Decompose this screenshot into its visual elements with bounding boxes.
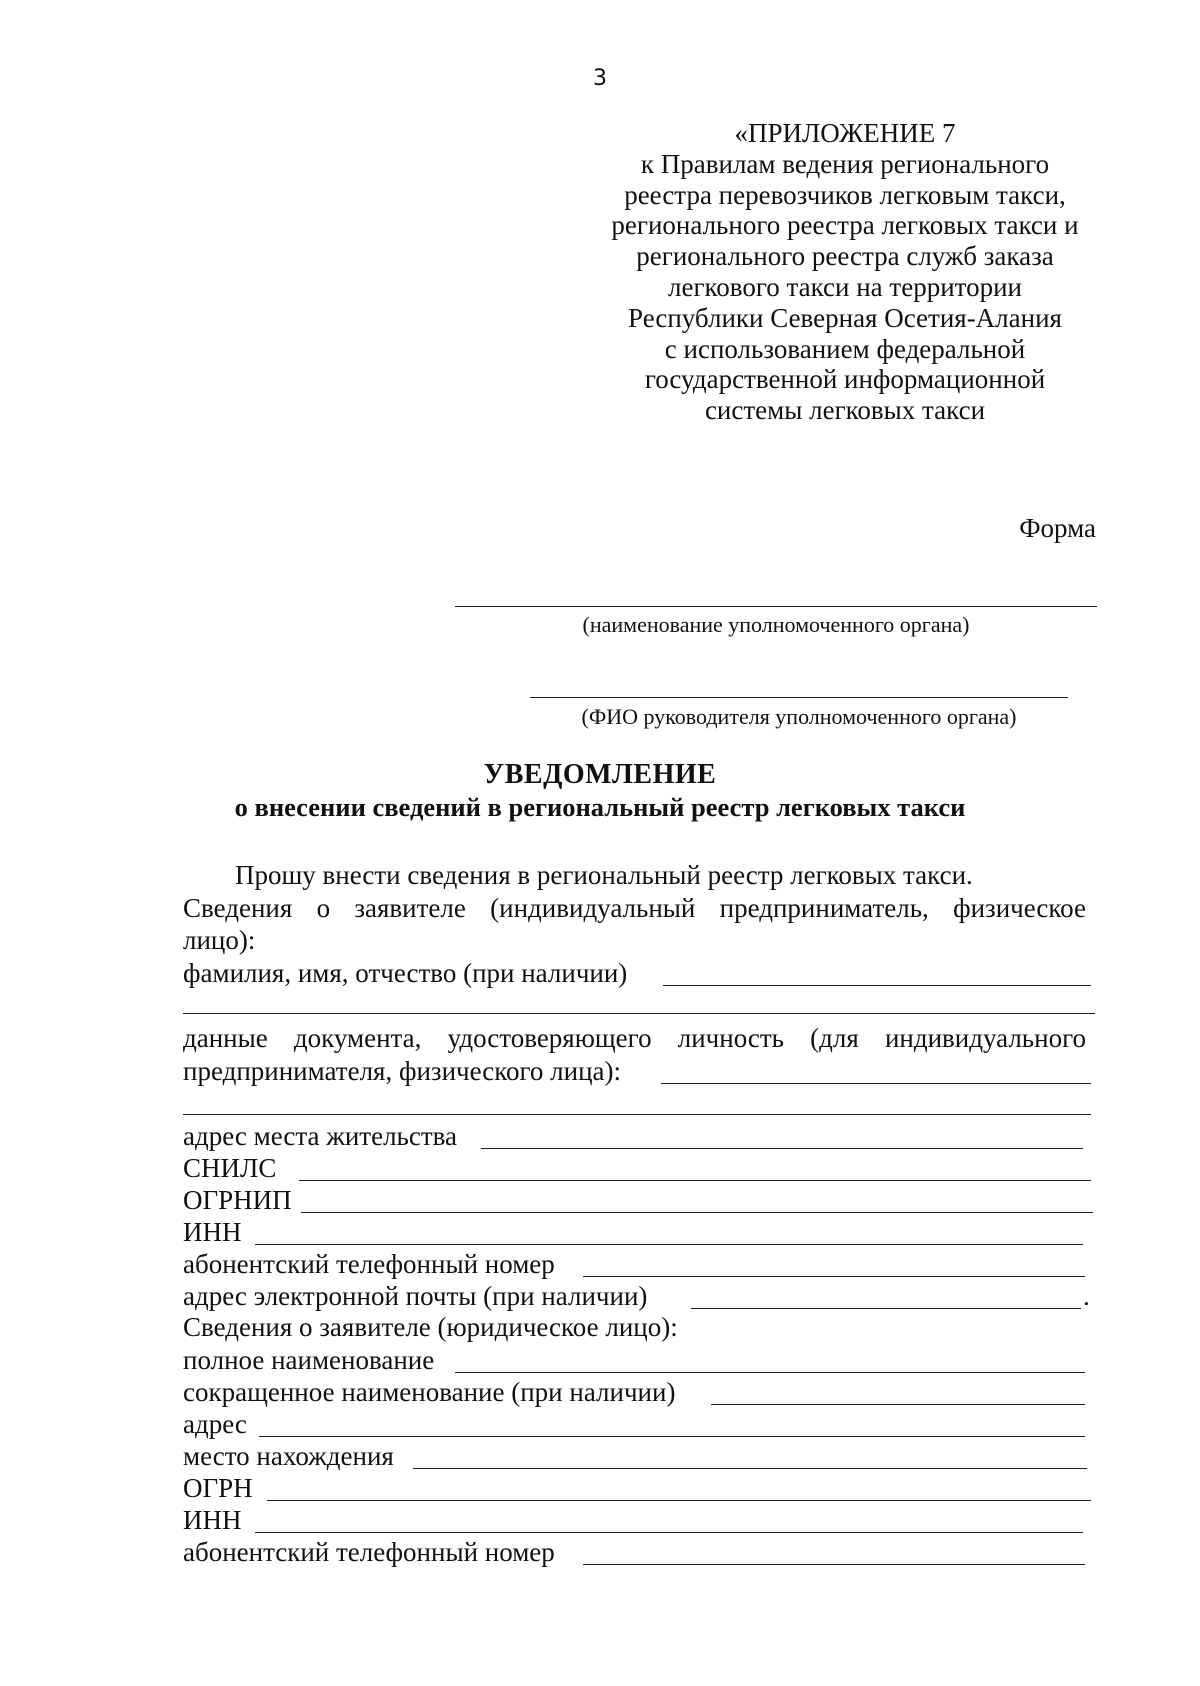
fio-field [183,957,1093,989]
short-name-line[interactable] [711,1404,1085,1405]
appendix-line: государственной информационной [644,364,1046,395]
appendix-line: Республики Северная Осетия-Алания [628,302,1062,333]
ogrnip-label: ОГРНИП [183,1185,292,1215]
legal-address-line[interactable] [259,1436,1085,1437]
authority-name-line[interactable] [455,606,1097,607]
document-word: (для [810,1023,859,1053]
email-line[interactable] [691,1308,1081,1309]
location-field [183,1440,1093,1472]
inn-individual-line[interactable] [255,1244,1083,1245]
individual-heading [183,893,1086,924]
snils-field [183,1152,1093,1184]
document-label: предпринимателя, физического лица): [183,1056,621,1086]
full-name-line[interactable] [455,1372,1085,1373]
legal-address-label: адрес [183,1409,247,1439]
short-name-label: сокращенное наименование (при наличии) [183,1377,676,1407]
legal-heading: Сведения о заявителе (юридическое лицо): [183,1312,678,1342]
document-word: индивидуального [884,1023,1086,1053]
document-heading [183,1023,1086,1054]
ogrn-line[interactable] [267,1500,1091,1501]
phone-individual-label: абонентский телефонный номер [183,1249,555,1279]
ogrnip-field [183,1184,1093,1216]
page-number: 3 [593,66,607,91]
document-subtitle: о внесении сведений в региональный реестр легковых такси [234,792,966,822]
appendix-line: регионального реестра легковых такси и [611,210,1079,241]
residence-address-field [183,1120,1093,1152]
document-field [183,1055,1093,1087]
heading-word: о [316,893,331,923]
document-title: УВЕДОМЛЕНИЕ [483,759,717,790]
inn-individual-label: ИНН [183,1217,242,1247]
residence-address-label: адрес места жительства [183,1121,458,1151]
snils-label: СНИЛС [183,1153,277,1183]
document-line[interactable] [661,1083,1091,1084]
full-name-label: полное наименование [183,1345,435,1375]
document-word: личность [677,1023,784,1053]
phone-individual-line[interactable] [583,1276,1085,1277]
heading-word: Сведения [183,893,293,923]
document-line-continued[interactable] [183,1114,1091,1115]
location-label: место нахождения [183,1441,394,1471]
inn-legal-label: ИНН [183,1505,242,1535]
appendix-line: системы легковых такси [704,395,986,426]
ogrnip-line[interactable] [301,1212,1093,1213]
location-line[interactable] [413,1468,1087,1469]
residence-address-line[interactable] [481,1148,1083,1149]
appendix-line: регионального реестра служб заказа [636,241,1054,272]
fio-line-continued[interactable] [183,1013,1095,1014]
document-word: документа, [293,1023,422,1053]
document-word: данные [183,1023,268,1053]
appendix-line: реестра перевозчиков легковым такси, [624,179,1066,210]
head-fio-line[interactable] [530,697,1068,698]
inn-legal-line[interactable] [255,1532,1083,1533]
full-name-field [183,1344,1093,1376]
document-word: удостоверяющего [447,1023,652,1053]
email-period: . [1083,1281,1090,1311]
phone-legal-line[interactable] [583,1564,1085,1565]
legal-address-field [183,1408,1093,1440]
intro-text: Прошу внести сведения в региональный реестр легковых такси. [235,860,973,890]
appendix-line: к Правилам ведения регионального [640,148,1050,179]
phone-legal-field [183,1536,1093,1568]
email-label: адрес электронной почты (при наличии) [183,1281,648,1311]
heading-word: предприниматель, [719,893,929,923]
appendix-line: легкового такси на территории [668,271,1022,302]
appendix-line: с использованием федеральной [664,333,1026,364]
heading-word: заявителе [354,893,466,923]
phone-individual-field [183,1248,1093,1280]
appendix-header [595,118,1095,426]
individual-heading-tail: лицо): [183,925,256,955]
ogrn-label: ОГРН [183,1473,253,1503]
snils-line[interactable] [299,1180,1091,1181]
heading-word: физическое [953,893,1086,923]
inn-individual-field [183,1216,1093,1248]
ogrn-field [183,1472,1093,1504]
form-label: Форма [1019,513,1096,543]
appendix-line: «ПРИЛОЖЕНИЕ 7 [734,118,956,148]
short-name-field [183,1376,1093,1408]
phone-legal-label: абонентский телефонный номер [183,1537,555,1567]
fio-label: фамилия, имя, отчество (при наличии) [183,958,628,988]
email-field [183,1280,1093,1312]
heading-word: (индивидуальный [490,893,696,923]
inn-legal-field [183,1504,1093,1536]
fio-line[interactable] [663,985,1091,986]
authority-caption: (наименование уполномоченного органа) [582,612,970,637]
head-fio-caption: (ФИО руководителя уполномоченного органа) [581,704,1017,729]
